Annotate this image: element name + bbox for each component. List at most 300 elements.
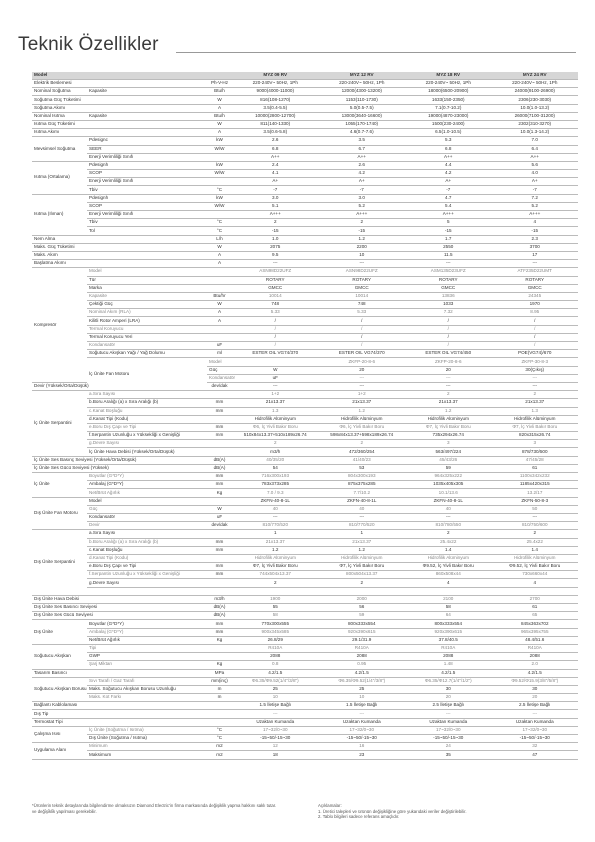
row-value: 10 — [319, 694, 406, 702]
row-value: 59 — [405, 464, 492, 472]
row-sublabel: Minimum — [87, 743, 207, 751]
row-value: 2088 — [492, 653, 579, 661]
row-value: Φ6.35/Φ9.52(1/4"/3/8") — [232, 677, 319, 685]
row-label: İç Ünite Ses Basınç Seviyesi (Yüksek/Orta/Düşük) — [32, 456, 207, 464]
row-unit: Kg — [207, 661, 232, 669]
row-label: Dış Ünite Ses Gücü Seviyesi — [32, 612, 207, 620]
row-value: 10000(2800-12700) — [232, 112, 319, 120]
table-row — [32, 415, 578, 423]
row-value: --- — [319, 260, 406, 268]
row-group-label: Dış Ünite Serpantini — [32, 530, 87, 596]
table-row — [32, 391, 578, 399]
header-model: MYZ 24 RV — [492, 72, 579, 80]
row-value: ZKFN-50-8-3 — [492, 497, 579, 505]
row-value: 6.8 — [232, 145, 319, 153]
row-value: / — [405, 333, 492, 341]
row-group-label: Soğutucu Akışkan Borusu — [32, 677, 87, 702]
footnote-line: 2. Tablo bilgileri sadece referans amaçlıdır. — [318, 814, 400, 820]
row-value: -7 — [319, 186, 406, 194]
table-row — [32, 464, 578, 472]
row-value: 2.5 İletişe Bağlı — [405, 702, 492, 710]
row-value: 2 — [319, 219, 406, 227]
row-value: 64 — [405, 612, 492, 620]
row-value: -15 — [232, 227, 319, 235]
row-value — [492, 587, 579, 595]
row-label: Termostat Tipi — [32, 718, 207, 726]
row-unit: mm — [207, 563, 232, 571]
table-row — [32, 653, 578, 661]
table-row — [32, 88, 578, 96]
row-unit: kW — [207, 137, 232, 145]
table-row — [32, 276, 578, 284]
row-value: 3.0 — [319, 194, 406, 202]
row-unit: m2 — [207, 743, 232, 751]
table-row — [32, 432, 578, 440]
table-row — [32, 186, 578, 194]
row-value: 10014 — [232, 292, 319, 300]
row-value: 17~32/0~30 — [492, 726, 579, 734]
table-row — [32, 710, 578, 718]
row-value: ASN98D22UFZ — [319, 268, 406, 276]
row-value: 4.7 — [405, 194, 492, 202]
header-unit — [207, 72, 232, 80]
row-unit — [207, 211, 232, 219]
table-row — [32, 309, 578, 317]
table-row — [32, 505, 578, 513]
table-row — [32, 735, 578, 743]
row-sublabel: Termal Koruyucu — [87, 325, 207, 333]
row-unit — [207, 391, 232, 399]
row-value: --- — [232, 710, 319, 718]
row-value: 4 — [492, 219, 579, 227]
table-row — [32, 718, 578, 726]
row-value: 3.5 — [319, 137, 406, 145]
row-value: 21x13.37 — [319, 538, 406, 546]
table-row — [32, 80, 578, 88]
table-row — [32, 440, 578, 448]
row-value: Φ7, İç Yivli Bakır Boru — [232, 563, 319, 571]
row-value: 58 — [232, 612, 319, 620]
row-value: 21x13.37 — [319, 399, 406, 407]
row-sublabel: d.Kanat Tipi (Kodu) — [87, 554, 207, 562]
table-row — [32, 743, 578, 751]
row-value: -15~50/-15~30 — [232, 735, 319, 743]
row-unit: Kg — [207, 636, 232, 644]
row-group-label: Isıtma (Ilıman) — [32, 194, 87, 235]
row-value: 61 — [492, 464, 579, 472]
table-row — [32, 194, 578, 202]
row-value: 5.2 — [319, 202, 406, 210]
row-group-label: Isıtma (Ortalama) — [32, 161, 87, 194]
row-value: 5.6 — [492, 161, 579, 169]
row-value: 1.0 — [232, 235, 319, 243]
row-value: 744x504x13.37 — [232, 571, 319, 579]
row-sublabel: Kapasite — [87, 88, 207, 96]
row-value: 1.5 İletişe Bağlı — [232, 702, 319, 710]
row-value: 4.0 — [492, 170, 579, 178]
row-value: 20 — [492, 694, 579, 702]
row-sublabel: a.Sıra Sayısı — [87, 530, 207, 538]
row-unit — [207, 653, 232, 661]
row-value: 8.95 — [492, 309, 579, 317]
spec-sheet — [32, 72, 578, 760]
row-value: 1.5 İletişe Bağlı — [319, 702, 406, 710]
row-sublabel: GWP — [87, 653, 207, 661]
row-value: 2700 — [492, 595, 579, 603]
row-value: / — [232, 317, 319, 325]
row-sublabel: e.Boru Dış Çapı ve Tipi — [87, 563, 207, 571]
row-unit — [207, 497, 232, 505]
table-row — [32, 595, 578, 603]
row-sublabel: Enerji Verimliliği Sınıfı — [87, 211, 207, 219]
row-value: A++ — [492, 153, 579, 161]
row-value: 26.8/29 — [232, 636, 319, 644]
row-unit: A — [207, 309, 232, 317]
header-model: MYZ 18 RV — [405, 72, 492, 80]
row-value: 55 — [232, 604, 319, 612]
row-value: ZKFP-20-8-6 — [319, 358, 406, 366]
row-sublabel: Boyutlar (G*D*Y) — [87, 473, 207, 481]
header-model: MYZ 09 RV — [232, 72, 319, 80]
row-unit: °C — [207, 726, 232, 734]
row-value: ZKFP-30-8-3 — [492, 358, 579, 366]
row-value: 40/35/20 — [232, 456, 319, 464]
row-value: Uzaktan Kumanda — [319, 718, 406, 726]
row-value: 2000 — [319, 595, 406, 603]
row-value: ASM135D23UFZ — [405, 268, 492, 276]
row-value: 2200 — [319, 243, 406, 251]
row-sublabel: Şarj Miktarı — [87, 661, 207, 669]
table-row — [32, 104, 578, 112]
row-sublabel: f.Serpantin Uzunluğu x Yüksekliği x Genişliği — [87, 432, 207, 440]
row-unit: Btu/h — [207, 88, 232, 96]
row-value: / — [405, 317, 492, 325]
row-value: Uzaktan Kumanda — [232, 718, 319, 726]
table-row — [32, 685, 578, 693]
row-sublabel: Ambalaj (G*D*Y) — [87, 481, 207, 489]
row-value: ZKFN-40-8-1L — [232, 497, 319, 505]
row-value: Φ9.52/Φ15.9(3/8"/5/8") — [492, 677, 579, 685]
row-unit: °C — [207, 735, 232, 743]
row-unit — [207, 530, 232, 538]
row-unit — [207, 153, 232, 161]
row-value: --- — [492, 513, 579, 521]
row-value: --- — [492, 382, 579, 390]
row-unit: W — [207, 243, 232, 251]
row-value: 30 — [405, 685, 492, 693]
row-sublabel: Dış Ünite (Soğutma / Isıtma) — [87, 735, 207, 743]
row-unit: mm — [207, 399, 232, 407]
row-value: 21x13.37 — [232, 538, 319, 546]
row-value: 4.4 — [405, 161, 492, 169]
row-value: 220-240V~ 50Hz, 1Ph — [319, 80, 406, 88]
row-value: 7.32 — [405, 309, 492, 317]
row-value: 1 — [232, 530, 319, 538]
row-unit: m3/h — [232, 448, 319, 456]
row-value: ROTARY — [319, 276, 406, 284]
row-value: 4.2 — [405, 170, 492, 178]
row-unit: W/W — [207, 145, 232, 153]
row-value: ESTER OIL VG74/370 — [232, 350, 319, 358]
row-value: 810/770/520 — [232, 522, 319, 530]
row-value: --- — [232, 260, 319, 268]
row-unit: W — [232, 366, 319, 374]
row-unit: A — [207, 260, 232, 268]
row-value: 2.5 İletişe Bağlı — [492, 702, 579, 710]
table-row — [32, 112, 578, 120]
row-unit: L/h — [207, 235, 232, 243]
table-row — [32, 481, 578, 489]
row-value: 4.2/1.5 — [232, 669, 319, 677]
row-unit: W — [207, 96, 232, 104]
row-value: 598x84x13.37+598x189x26.74 — [319, 432, 406, 440]
row-value: 9.5 — [232, 251, 319, 259]
row-value: Φ6, İç Yivli Bakır Boru — [232, 423, 319, 431]
row-value: 804x300x193 — [319, 473, 406, 481]
footnote-line: 1. Üretici talepleri ve ürünün değişikliğine göre yukarıdaki veriler değiştirilebilir. — [318, 808, 467, 814]
row-group-label: Dış Ünite Fan Motoru — [32, 497, 87, 530]
table-row — [32, 563, 578, 571]
table-row — [32, 268, 578, 276]
table-row — [32, 612, 578, 620]
table-row — [32, 546, 578, 554]
table-row — [32, 325, 578, 333]
row-unit: A — [207, 317, 232, 325]
row-value: 45/43/26 — [405, 456, 492, 464]
footnote-right — [318, 803, 578, 820]
row-sublabel: Tür — [87, 276, 207, 284]
row-unit: dB(A) — [207, 612, 232, 620]
row-value: 1100x342x232 — [492, 473, 579, 481]
row-unit: Btu/hr — [207, 292, 232, 300]
row-sublabel: Devir (Yüksek/Orta/Düşük) — [32, 382, 87, 390]
row-unit: mm(inç) — [207, 677, 232, 685]
row-unit: W — [207, 301, 232, 309]
table-row — [32, 636, 578, 644]
row-sublabel: a.Sıra Sayısı — [87, 391, 207, 399]
row-value: 4.2/1.5 — [405, 669, 492, 677]
row-label: Nominal Soğutma — [32, 88, 87, 96]
row-value: Hidrofilik Alüminyum — [405, 415, 492, 423]
row-value: ROTARY — [492, 276, 579, 284]
row-value: -15 — [492, 227, 579, 235]
row-value: --- — [405, 710, 492, 718]
row-sublabel: Kondansatör — [207, 374, 232, 382]
row-sublabel: d.Kanat Tipi (Kodu) — [87, 415, 207, 423]
table-row — [32, 620, 578, 628]
row-sublabel: Net/Brüt Ağırlık — [87, 636, 207, 644]
row-value: 12 — [232, 743, 319, 751]
row-value: 40 — [232, 505, 319, 513]
table-row — [32, 243, 578, 251]
row-sublabel: Sıvı Tarafı / Gaz Tarafı — [87, 677, 207, 685]
row-unit — [207, 333, 232, 341]
row-value: 5.4 — [405, 202, 492, 210]
row-value: GMCC — [232, 284, 319, 292]
table-row — [32, 145, 578, 153]
row-value: -15~50/-15~30 — [405, 735, 492, 743]
table-header-row — [32, 72, 578, 80]
row-value: 2 — [232, 440, 319, 448]
row-value: 10 — [319, 251, 406, 259]
row-value: 5.1 — [232, 202, 319, 210]
row-unit: mm — [207, 407, 232, 415]
row-value: Hidrofilik Alüminyum — [232, 554, 319, 562]
row-sublabel: Tbiv — [87, 186, 207, 194]
row-sublabel: Model — [87, 497, 207, 505]
row-unit: A — [207, 104, 232, 112]
row-label: Başlatma Akımı — [32, 260, 207, 268]
table-row — [32, 153, 578, 161]
row-label: Nominal Isıtma — [32, 112, 87, 120]
row-unit: dev/dak — [207, 382, 232, 390]
row-value: 3 — [405, 440, 492, 448]
row-value: 920x390x615 — [319, 628, 406, 636]
row-value: 47 — [492, 751, 579, 759]
row-value: -15~50/-15~30 — [319, 735, 406, 743]
row-unit — [207, 415, 232, 423]
row-value: Φ7, İç Yivli Bakır Boru — [319, 563, 406, 571]
row-value: A+ — [319, 178, 406, 186]
row-value: Hidrofilik Alüminyum — [319, 554, 406, 562]
row-sublabel: g.Devre Sayısı — [87, 440, 207, 448]
row-value: POE(VG74)/670 — [492, 350, 579, 358]
table-row — [32, 202, 578, 210]
row-sublabel: Boyutlar (G*D*Y) — [87, 620, 207, 628]
row-value: 10014 — [319, 292, 406, 300]
row-label: Maks. Güç Tüketimi — [32, 243, 207, 251]
table-row — [32, 260, 578, 268]
row-label: İç Ünite Hava Debisi (Yüksek/Orta/Düşük) — [87, 448, 232, 456]
row-value: 11.5 — [405, 251, 492, 259]
row-value: A++ — [232, 153, 319, 161]
row-value: 878/730/500 — [492, 448, 579, 456]
row-unit: mm — [207, 538, 232, 546]
row-unit: mm — [207, 620, 232, 628]
row-value: A+++ — [405, 211, 492, 219]
row-value: 30(Çıkış) — [492, 366, 579, 374]
row-group-label: İç Ünite Serpantini — [32, 391, 87, 457]
row-sublabel: SCOP — [87, 202, 207, 210]
row-value: 810/770/520 — [319, 522, 406, 530]
table-row — [32, 702, 578, 710]
row-unit — [207, 440, 232, 448]
row-value: 2 — [492, 530, 579, 538]
row-value: 1500(230-2400) — [405, 120, 492, 128]
row-value: 1.2 — [319, 235, 406, 243]
row-value: 5.2 — [492, 202, 579, 210]
row-value: 1.4 — [405, 546, 492, 554]
row-sublabel: Kondansatör — [87, 342, 207, 350]
table-row — [32, 178, 578, 186]
table-row — [32, 751, 578, 759]
row-value — [232, 587, 319, 595]
table-row — [32, 661, 578, 669]
row-value: 563/497/224 — [405, 448, 492, 456]
row-unit: kW — [207, 161, 232, 169]
table-row — [32, 456, 578, 464]
row-value: 2 — [319, 440, 406, 448]
spec-table — [32, 72, 578, 760]
row-value: 1033 — [405, 301, 492, 309]
row-value: 65 — [492, 612, 579, 620]
row-label: Bağlantı Kablolaması — [32, 702, 207, 710]
row-value: 3.0 — [232, 194, 319, 202]
row-value: / — [319, 333, 406, 341]
page-title: Teknik Özellikler — [18, 34, 159, 55]
row-value: 716x300x193 — [232, 473, 319, 481]
row-unit — [207, 702, 232, 710]
row-value: 5.3 — [405, 137, 492, 145]
row-value: Hidrofilik Alüminyum — [405, 554, 492, 562]
row-value: 5 — [405, 219, 492, 227]
row-value: 54 — [232, 464, 319, 472]
table-row — [32, 694, 578, 702]
row-sublabel: Maks. Kot Farkı — [87, 694, 207, 702]
row-value: 6.8 — [405, 145, 492, 153]
title-divider — [176, 52, 576, 53]
row-value: 900x345x585 — [232, 628, 319, 636]
row-value: 3.5(0.4-5.5) — [232, 104, 319, 112]
table-row — [32, 726, 578, 734]
row-value: 1.2 — [319, 407, 406, 415]
row-value: A+++ — [492, 211, 579, 219]
table-row — [32, 604, 578, 612]
row-group-label: Dış Ünite — [32, 620, 87, 645]
table-row — [32, 350, 578, 358]
row-label: Isıtma Akımı — [32, 129, 207, 137]
table-row — [32, 235, 578, 243]
row-value: 1.4 — [492, 546, 579, 554]
row-value: 7.7/10.2 — [319, 489, 406, 497]
row-value: 783x373x285 — [232, 481, 319, 489]
row-value: R410A — [492, 644, 579, 652]
table-row — [32, 407, 578, 415]
row-value: 4.2 — [319, 170, 406, 178]
row-value: ZKFN-40-8-1L — [319, 497, 406, 505]
row-label: Dış Tip — [32, 710, 207, 718]
row-unit: Btu/h — [207, 112, 232, 120]
row-value: -7 — [492, 186, 579, 194]
row-value: 1+2 — [319, 391, 406, 399]
row-unit: mm — [207, 546, 232, 554]
row-label: Dış Ünite Ses Basıncı Seviyesi — [32, 604, 207, 612]
row-unit: W — [207, 505, 232, 513]
row-value: Φ6, İç Yivli Bakır Boru — [319, 423, 406, 431]
row-value: 800x333x554 — [405, 620, 492, 628]
row-value: 25 — [232, 685, 319, 693]
row-sublabel: Net/Brüt Ağırlık — [87, 489, 207, 497]
row-value: 860x508x44 — [405, 571, 492, 579]
table-row — [32, 219, 578, 227]
row-value: 810/780/550 — [405, 522, 492, 530]
row-value: 17~32/0~30 — [232, 726, 319, 734]
row-value: --- — [319, 710, 406, 718]
table-row — [32, 292, 578, 300]
row-value: --- — [319, 513, 406, 521]
row-value: --- — [492, 260, 579, 268]
row-unit: dB(A) — [207, 464, 232, 472]
row-value: 58 — [405, 604, 492, 612]
row-value: 1900 — [232, 595, 319, 603]
row-value: GMCC — [405, 284, 492, 292]
footnote-line: ve deği̇şi̇kli̇k yapılması gerekebilir. — [32, 808, 97, 814]
row-value: 20 — [405, 694, 492, 702]
row-value: Φ6.35/Φ12.7(1/4"/1/2") — [405, 677, 492, 685]
row-value: 730x660x44 — [492, 571, 579, 579]
row-value: A+ — [232, 178, 319, 186]
row-value: --- — [492, 710, 579, 718]
